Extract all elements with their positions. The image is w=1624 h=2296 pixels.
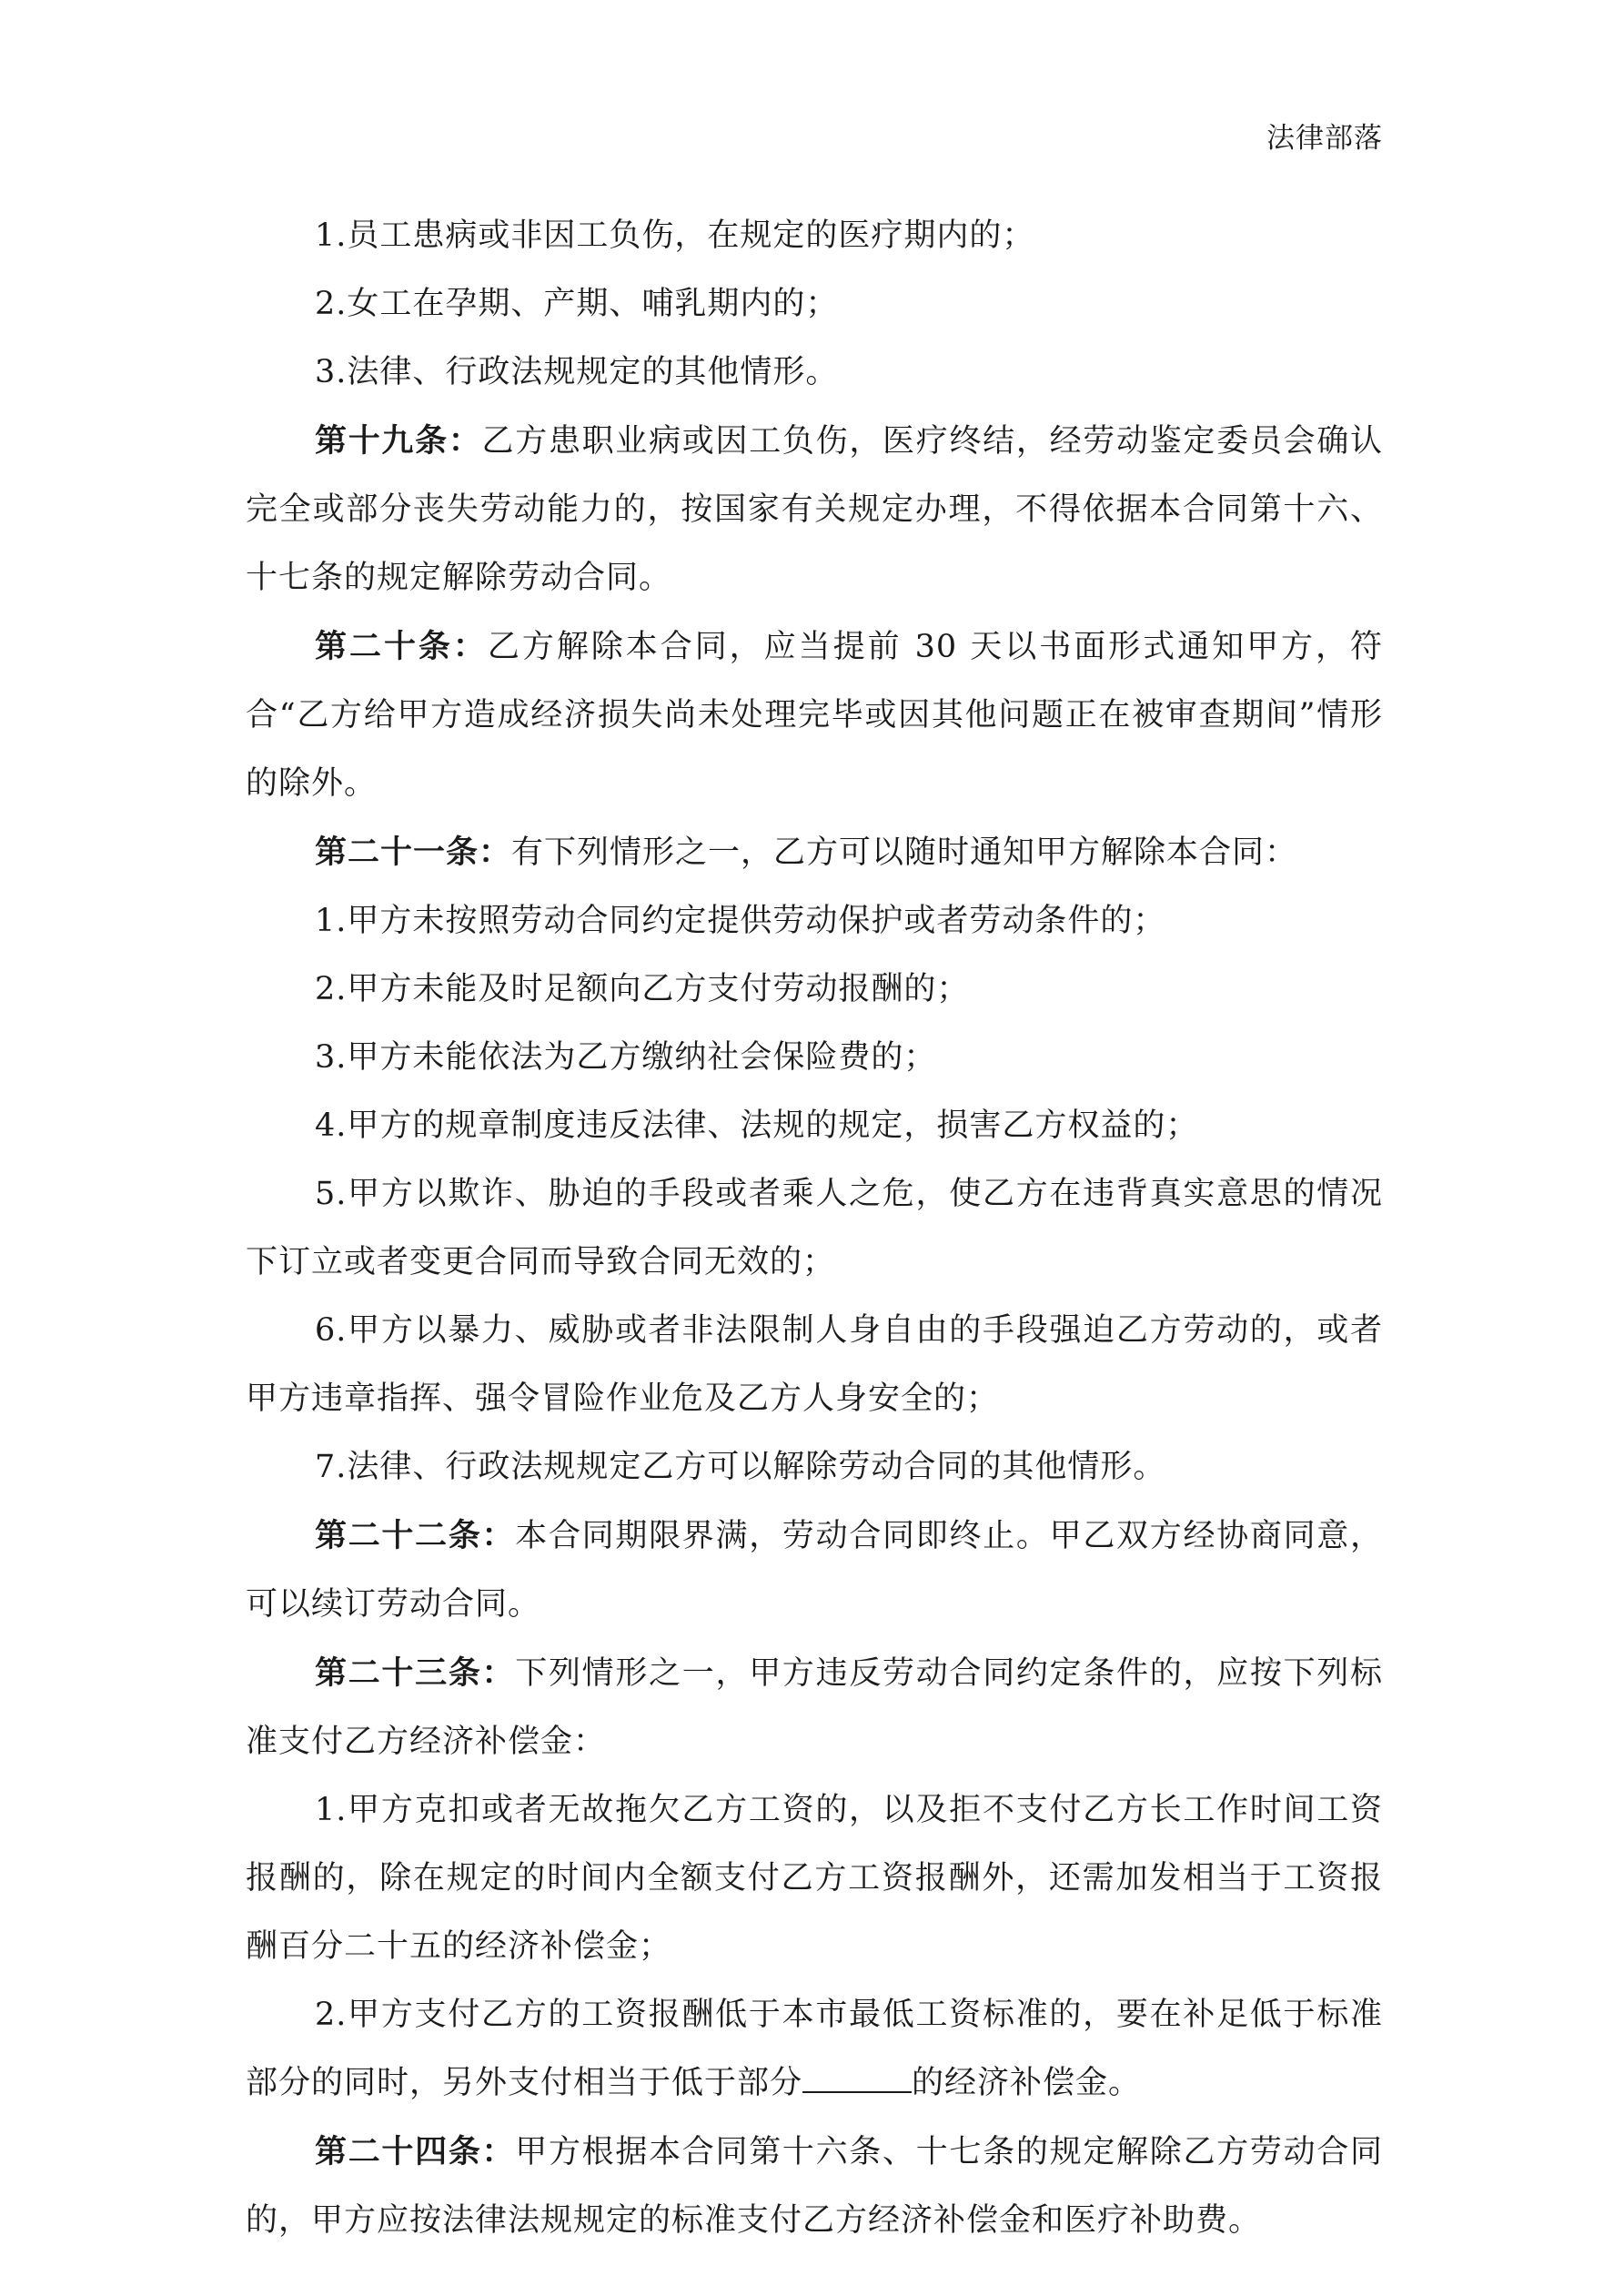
item-text: 5.甲方以欺诈、胁迫的手段或者乘人之危，使乙方在违背真实意思的情况下订立或者变更合同而导致合同无效的；: [246, 1176, 1383, 1280]
item-text: 2.甲方未能及时足额向乙方支付劳动报酬的；: [315, 971, 970, 1007]
article-text: 甲方根据本合同第十六条、十七条的规定解除乙方劳动合同的，甲方应按法律法规规定的标准支付乙方经济补偿金和医疗补助费。: [246, 2134, 1383, 2239]
list-item: [246, 887, 1383, 956]
list-item: [246, 270, 1383, 339]
item-text: 3.甲方未能依法为乙方缴纳社会保险费的；: [315, 1039, 937, 1076]
article-text: 乙方解除本合同，应当提前 30 天以书面形式通知甲方，符合“乙方给甲方造成经济损失尚未处理完毕或因其他问题正在被审查期间”情形的除外。: [246, 629, 1383, 802]
article-text: 乙方患职业病或因工负伤，医疗终结，经劳动鉴定委员会确认完全或部分丧失劳动能力的，按国家有关规定办理，不得依据本合同第十六、十七条的规定解除劳动合同。: [246, 423, 1383, 596]
item-text-after: 的经济补偿金。: [912, 2065, 1142, 2101]
item-text: 1.甲方克扣或者无故拖欠乙方工资的，以及拒不支付乙方长工作时间工资报酬的，除在规定的时间内全额支付乙方工资报酬外，还需加发相当于工资报酬百分二十五的经济补偿金；: [246, 1792, 1383, 1965]
article-text: 有下列情形之一，乙方可以随时通知甲方解除本合同：: [511, 834, 1298, 871]
list-item: [246, 1092, 1383, 1160]
item-text: 1.员工患病或非因工负伤，在规定的医疗期内的；: [315, 217, 1035, 254]
article-24: [246, 2118, 1383, 2255]
list-item: [246, 1776, 1383, 1981]
article-heading: 第二十二条：: [315, 1517, 516, 1554]
article-heading: 第二十四条：: [315, 2133, 516, 2170]
item-text: 4.甲方的规章制度违反法律、法规的规定，损害乙方权益的；: [315, 1108, 1199, 1144]
article-19: [246, 407, 1383, 612]
article-heading: 第二十三条：: [315, 1654, 516, 1692]
document-body: [246, 202, 1383, 2255]
header-source: 法律部落: [1266, 122, 1383, 155]
article-23: [246, 1639, 1383, 1776]
article-22: [246, 1502, 1383, 1639]
list-item: [246, 1024, 1383, 1092]
item-text: 6.甲方以暴力、威胁或者非法限制人身自由的手段强迫乙方劳动的，或者甲方违章指挥、强令冒险作业危及乙方人身安全的；: [246, 1312, 1383, 1417]
list-item: [246, 1981, 1383, 2118]
article-text: 下列情形之一，甲方违反劳动合同约定条件的，应按下列标准支付乙方经济补偿金：: [246, 1655, 1383, 1760]
list-item: [246, 1160, 1383, 1297]
fill-in-blank[interactable]: [802, 2066, 912, 2093]
article-21: [246, 818, 1383, 887]
item-text: 2.甲方支付乙方的工资报酬低于本市最低工资标准的，要在补足低于标准部分的同时，另外支付相当于低于部分: [246, 1997, 1383, 2101]
article-20: [246, 612, 1383, 818]
list-item: [246, 956, 1383, 1024]
item-text: 7.法律、行政法规规定乙方可以解除劳动合同的其他情形。: [315, 1449, 1166, 1485]
item-text: 3.法律、行政法规规定的其他情形。: [315, 354, 839, 390]
list-item: [246, 1297, 1383, 1433]
article-text: 本合同期限界满，劳动合同即终止。甲乙双方经协商同意，可以续订劳动合同。: [246, 1518, 1383, 1623]
item-text: 1.甲方未按照劳动合同约定提供劳动保护或者劳动条件的；: [315, 903, 1166, 939]
item-text: 2.女工在孕期、产期、哺乳期内的；: [315, 286, 839, 322]
article-heading: 第二十一条：: [315, 834, 512, 871]
article-heading: 第二十条：: [315, 628, 488, 665]
list-item: [246, 339, 1383, 407]
article-heading: 第十九条：: [315, 422, 482, 460]
list-item: [246, 202, 1383, 270]
list-item: [246, 1433, 1383, 1502]
